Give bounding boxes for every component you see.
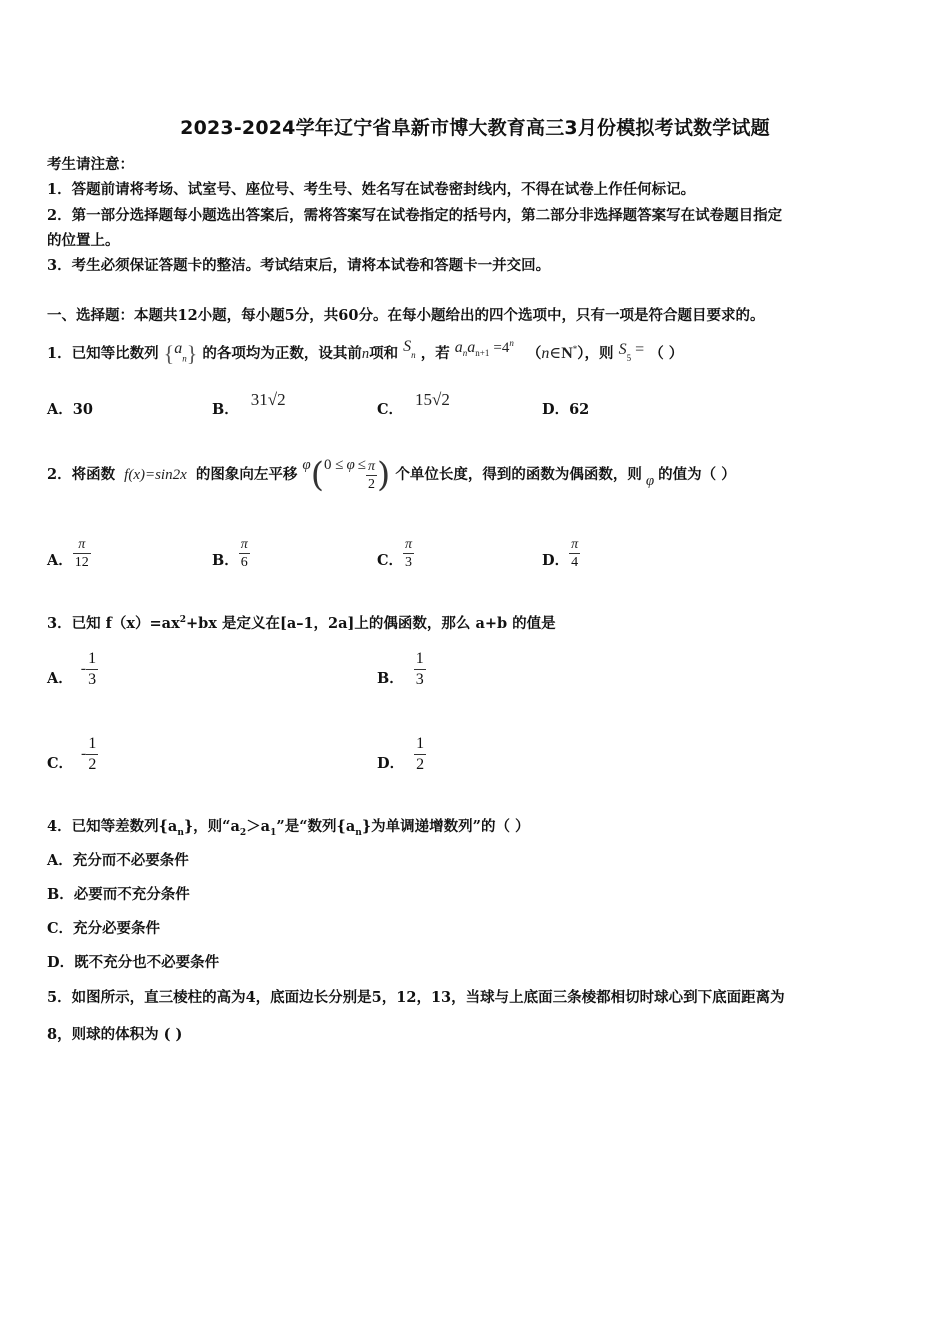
q1-S5-eq: = [635,340,645,358]
page-title: 2023-2024学年辽宁省阜新市博大教育高三3月份模拟考试数学试题 [180,117,770,139]
cond-a2: a [467,338,476,356]
question-2 [47,446,736,504]
q1-opt-a-value: 30 [72,401,93,418]
q4-text-1: 4．已知等差数列{a [47,818,178,835]
q2-opt-a-den: 12 [74,554,89,570]
q1-option-d [542,398,589,419]
q3-opt-d-label: D． [377,755,405,772]
q3-option-b [377,646,426,692]
q1-opt-b-value: 31√2 [250,390,286,409]
paren-left: ( [310,455,324,495]
q3-opt-a-label: A． [47,670,73,687]
question-1 [47,334,683,364]
q3-opt-d-frac [414,734,426,775]
q1-opt-b-label: B． [212,401,239,418]
q3-opt-b-frac [414,649,426,690]
q2-opt-d-frac [569,536,580,571]
q2-opt-c-num: π [405,536,413,552]
q2-opt-a-num: π [73,536,91,554]
q2-opt-d-den: 4 [571,554,579,570]
q3-sup: 2 [179,615,186,626]
q4-text-5: }为单调递增数列”的（ ） [361,818,530,835]
seq-sub: n [182,353,187,364]
q1-S: S [403,337,412,355]
q2-option-a [47,532,91,574]
q2-opt-b-den: 6 [240,554,248,570]
q3-option-d [377,731,426,777]
q1-text-3: 项和 [369,344,399,362]
question-5-line-2: 8，则球的体积为 ( ) [47,1026,183,1043]
q1-blank: （ ） [649,344,684,362]
q1-option-c [377,390,450,419]
q1-opt-d-value: 62 [569,401,590,418]
q2-opt-b-num: π [240,536,248,552]
q1-n: n [361,345,370,362]
cond-sub1: n [462,347,468,358]
domain-close: ） [577,344,585,362]
domain-open: （ [526,344,542,362]
cond-sub2: n+1 [475,347,490,358]
cond-sup: n [509,338,514,348]
q2-opt-c-den: 3 [405,554,413,570]
q3-opt-c-den: 2 [88,755,97,773]
q3-opt-a-den: 3 [88,670,97,688]
q2-option-c [377,532,414,574]
seq-a: a [174,339,183,357]
notice-line-2a: 2．第一部分选择题每小题选出答案后，需将答案写在试卷指定的括号内，第二部分非选择题答案写在试卷题目指定 [47,207,783,224]
q4-text-3: ＞a [246,818,271,835]
brace-close: } [186,340,198,366]
q3-opt-a-frac [86,649,98,690]
range-fraction [366,458,377,493]
domain-set: N [561,344,573,362]
q1-opt-a-label: A． [47,401,73,418]
notice-line-2b: 的位置上。 [47,232,120,249]
q2-opt-c-label: C． [377,552,404,569]
q2-opt-c-frac [403,536,414,571]
q4-option-c: C．充分必要条件 [47,920,161,937]
q3-opt-c-frac [86,734,98,775]
notice-line-1: 1．答题前请将考场、试室号、座位号、考生号、姓名写在试卷密封线内，不得在试卷上作任何标记。 [47,181,696,198]
question-3 [47,612,556,633]
q1-opt-c-value: 15√2 [415,390,450,409]
q4-text-2: }，则“a [183,818,240,835]
q2-text-1: 2．将函数 [47,466,116,483]
q4-option-b: B．必要而不充分条件 [47,886,190,903]
q2-text-2: 的图象向左平移 [195,466,298,483]
q3-opt-d-num: 1 [414,734,426,755]
q1-opt-c-label: C． [377,401,404,418]
q1-text-2: 的各项均为正数，设其前 [202,344,362,362]
notice-line-3: 3．考生必须保证答题卡的整洁。考试结束后，请将本试卷和答题卡一并交回。 [47,257,551,274]
q3-opt-c-sign: - [81,745,87,762]
q2-option-b [212,532,250,574]
cond-eq: =4 [493,339,510,356]
q1-opt-d-label: D． [542,401,570,418]
q2-opt-d-num: π [571,536,579,552]
q3-option-c [47,731,98,777]
range-le: ≤ [357,457,366,473]
q3-opt-d-den: 2 [416,755,425,773]
q1-option-a [47,398,93,419]
q3-opt-a-num: 1 [86,649,98,670]
q2-text-4: 的值为（ ） [658,466,736,483]
q2-opt-a-frac [73,536,91,571]
q4-text-4: ”是“数列{a [276,818,356,835]
q2-opt-b-label: B． [212,552,239,569]
domain-sup: * [572,344,578,354]
section-heading: 一、选择题：本题共12小题，每小题5分，共60分。在每小题给出的四个选项中，只有一项是符合题目要求的。 [47,307,765,324]
q2-option-d [542,532,580,574]
q3-opt-b-label: B． [377,670,404,687]
paren-right: ) [377,455,391,495]
range-den: 2 [368,476,375,492]
q4-option-a: A．充分而不必要条件 [47,852,189,869]
question-4 [47,815,530,838]
q3-opt-a-sign: - [80,660,87,677]
q1-text-4: ，若 [420,344,450,362]
q3-opt-b-num: 1 [414,649,426,670]
q4-sub-2: 2 [239,827,247,838]
q2-function: f(x)=sin2x [124,467,187,483]
q4-option-d: D．既不充分也不必要条件 [47,954,220,971]
q2-opt-b-frac [239,536,250,571]
q1-S5: S [618,340,627,358]
cond-a1: a [454,338,463,356]
domain: n∈ [541,344,562,362]
range-phi: φ [346,457,355,473]
q3-text-1: 3．已知 f（x）=ax [47,615,180,632]
q2-opt-a-label: A． [47,552,73,569]
q4-sub-3: 1 [270,827,277,838]
q1-condition [455,339,514,356]
q3-opt-c-label: C． [47,755,74,772]
q1-S5-sub: 5 [626,352,632,363]
range-left: 0 ≤ [323,457,344,473]
q3-text-2: +bx 是定义在[a–1，2a]上的偶函数，那么 a+b 的值是 [185,615,556,632]
q2-text-3: 个单位长度，得到的函数为偶函数，则 [395,466,642,483]
q4-sub-1: n [177,827,184,838]
q1-text-1: 1．已知等比数列 [47,344,159,362]
q3-option-a [47,646,98,692]
q1-S-sub: n [411,349,416,360]
q2-opt-d-label: D． [542,552,570,569]
range-num: π [368,458,376,474]
q4-sub-4: n [355,827,362,838]
question-5-line-1: 5．如图所示，直三棱柱的高为4，底面边长分别是5，12，13，当球与上底面三条棱都相切时球心到下底面距离为 [47,989,785,1006]
q1-text-5: ，则 [584,344,614,362]
q3-opt-c-num: 1 [86,734,98,755]
brace-open: { [163,340,175,366]
q2-phi-2: φ [645,473,655,489]
q2-phi: φ [302,457,311,473]
q3-opt-b-den: 3 [415,670,424,688]
q1-option-b [212,390,286,419]
notice-heading: 考生请注意： [47,156,134,173]
